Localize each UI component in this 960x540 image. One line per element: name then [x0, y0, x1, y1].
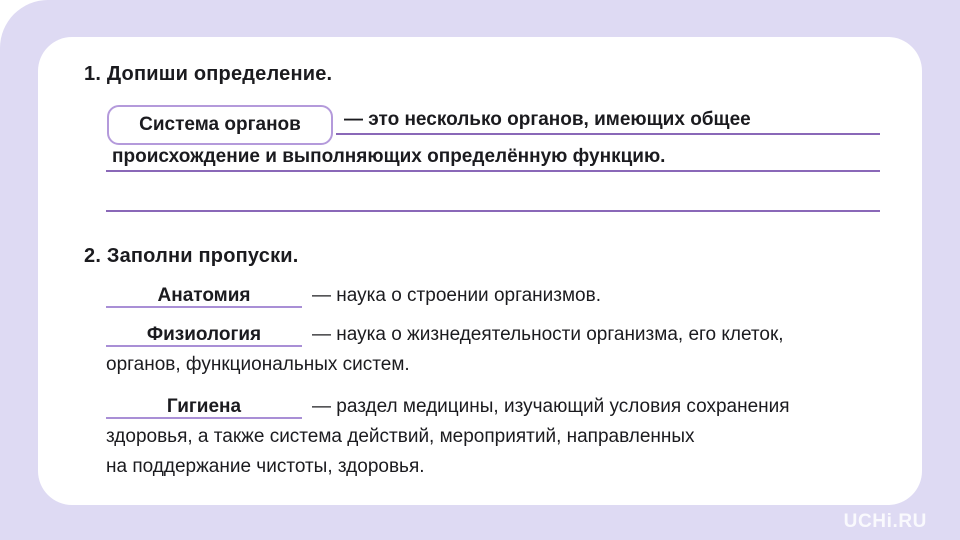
task2-heading: 2. Заполни пропуски. — [84, 245, 299, 267]
fill-row-physiology — [106, 320, 906, 380]
term-blank-anatomy: Анатомия — [106, 285, 302, 308]
definition-line: — наука о жизнедеятельности организма, его клеток, — [312, 324, 784, 345]
worksheet-card — [38, 37, 922, 505]
empty-answer-line — [106, 185, 880, 212]
term-box-label: Система органов — [139, 114, 301, 135]
answer-line-2: происхождение и выполняющих определённую функцию. — [106, 146, 880, 172]
definition-line: — раздел медицины, изучающий условия сохранения — [312, 396, 790, 417]
term-box — [107, 105, 333, 145]
task1-heading: 1. Допиши определение. — [84, 63, 333, 85]
definition-line: на поддержание чистоты, здоровья. — [106, 456, 425, 477]
answer-line-1: — это несколько органов, имеющих общее — [336, 109, 880, 135]
term-blank-hygiene: Гигиена — [106, 396, 302, 419]
fill-row-hygiene — [106, 392, 906, 482]
definition-line: здоровья, а также система действий, мероприятий, направленных — [106, 426, 695, 447]
definition-line: органов, функциональных систем. — [106, 354, 410, 375]
term-blank-physiology: Физиология — [106, 324, 302, 347]
uchi-ru-watermark: UCHi.RU — [843, 511, 927, 532]
fill-row-anatomy — [106, 281, 906, 311]
definition-line: — наука о строении организмов. — [312, 285, 601, 306]
